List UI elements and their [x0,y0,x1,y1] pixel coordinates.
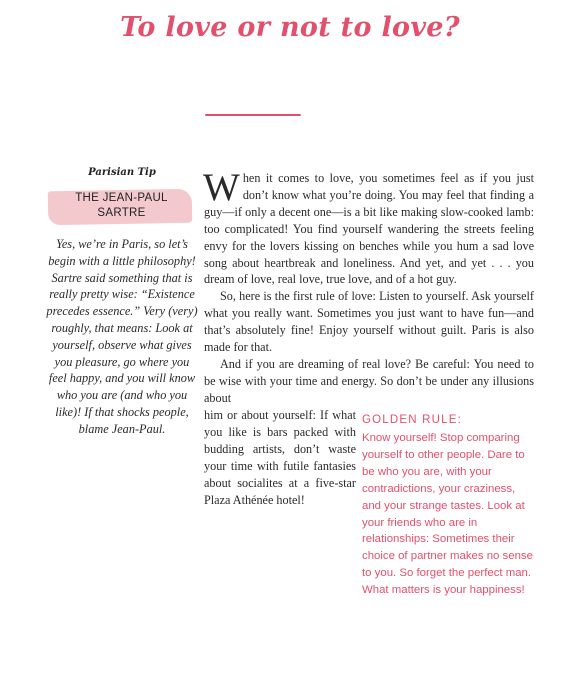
title-divider [205,114,301,116]
paragraph-1-text: hen it comes to love, you sometimes feel as if you just don’t know what you’re doing. You may feel that finding a guy—if only a decent one—is a bit like making slow-cooked lamb: too complicated! You find yourself wandering the streets feeling envy for the lovers kissing on benches while you hum a sad love song about heartbreak and loneliness. And yet, and yet . . . you dream of love, real love, true love, and of a hot guy. [204,171,534,287]
paragraph-3: And if you are dreaming of real love? Be careful: You need to be wise with your time and energy. So don’t be under any illusions about [204,356,534,405]
tip-heading: Parisian Tip [88,167,156,178]
tip-name-line1: THE JEAN-PAUL [75,192,168,204]
golden-rule-heading: GOLDEN RULE: [362,414,463,426]
paragraph-3-continued: him or about yourself: If what you like is bars packed with budding artists, don’t waste your time with futile fantasies about socialites at a five-star Plaza Athénée hotel! [204,408,356,507]
paragraph-2: So, here is the first rule of love: Listen to yourself. Ask yourself what you really want. Sometimes you just want to have fun—and that’s absolutely fine! Enjoy yourself without guilt. Paris is also made for that. [204,289,534,355]
main-text [203,166,534,407]
drop-cap: W [203,166,240,209]
paragraph-1 [203,166,534,288]
tip-name-line2: SARTRE [97,207,146,219]
tip-name-banner [46,188,197,228]
tip-body: Yes, we’re in Paris, so let’s begin with a little philosophy! Sartre said something that is really pretty wise: “Existence precedes essence.” Very (very) roughly, that means: Look at yourself, observe what gives you pleasure, go where you feel happy, and you will know who you are (and who you like)! If that shocks people, blame Jean-Paul. [46,237,198,436]
page-title: To love or not to love? [120,12,460,43]
golden-rule-body: Know yourself! Stop comparing yourself to other people. Dare to be who you are, with your contradictions, your craziness, and your strange tastes. Look at your friends who are in relationships: Sometimes their choice of partner makes no sense to you. So forget the perfect man. What matters is your happiness! [362,432,533,597]
tip-name [46,191,197,221]
